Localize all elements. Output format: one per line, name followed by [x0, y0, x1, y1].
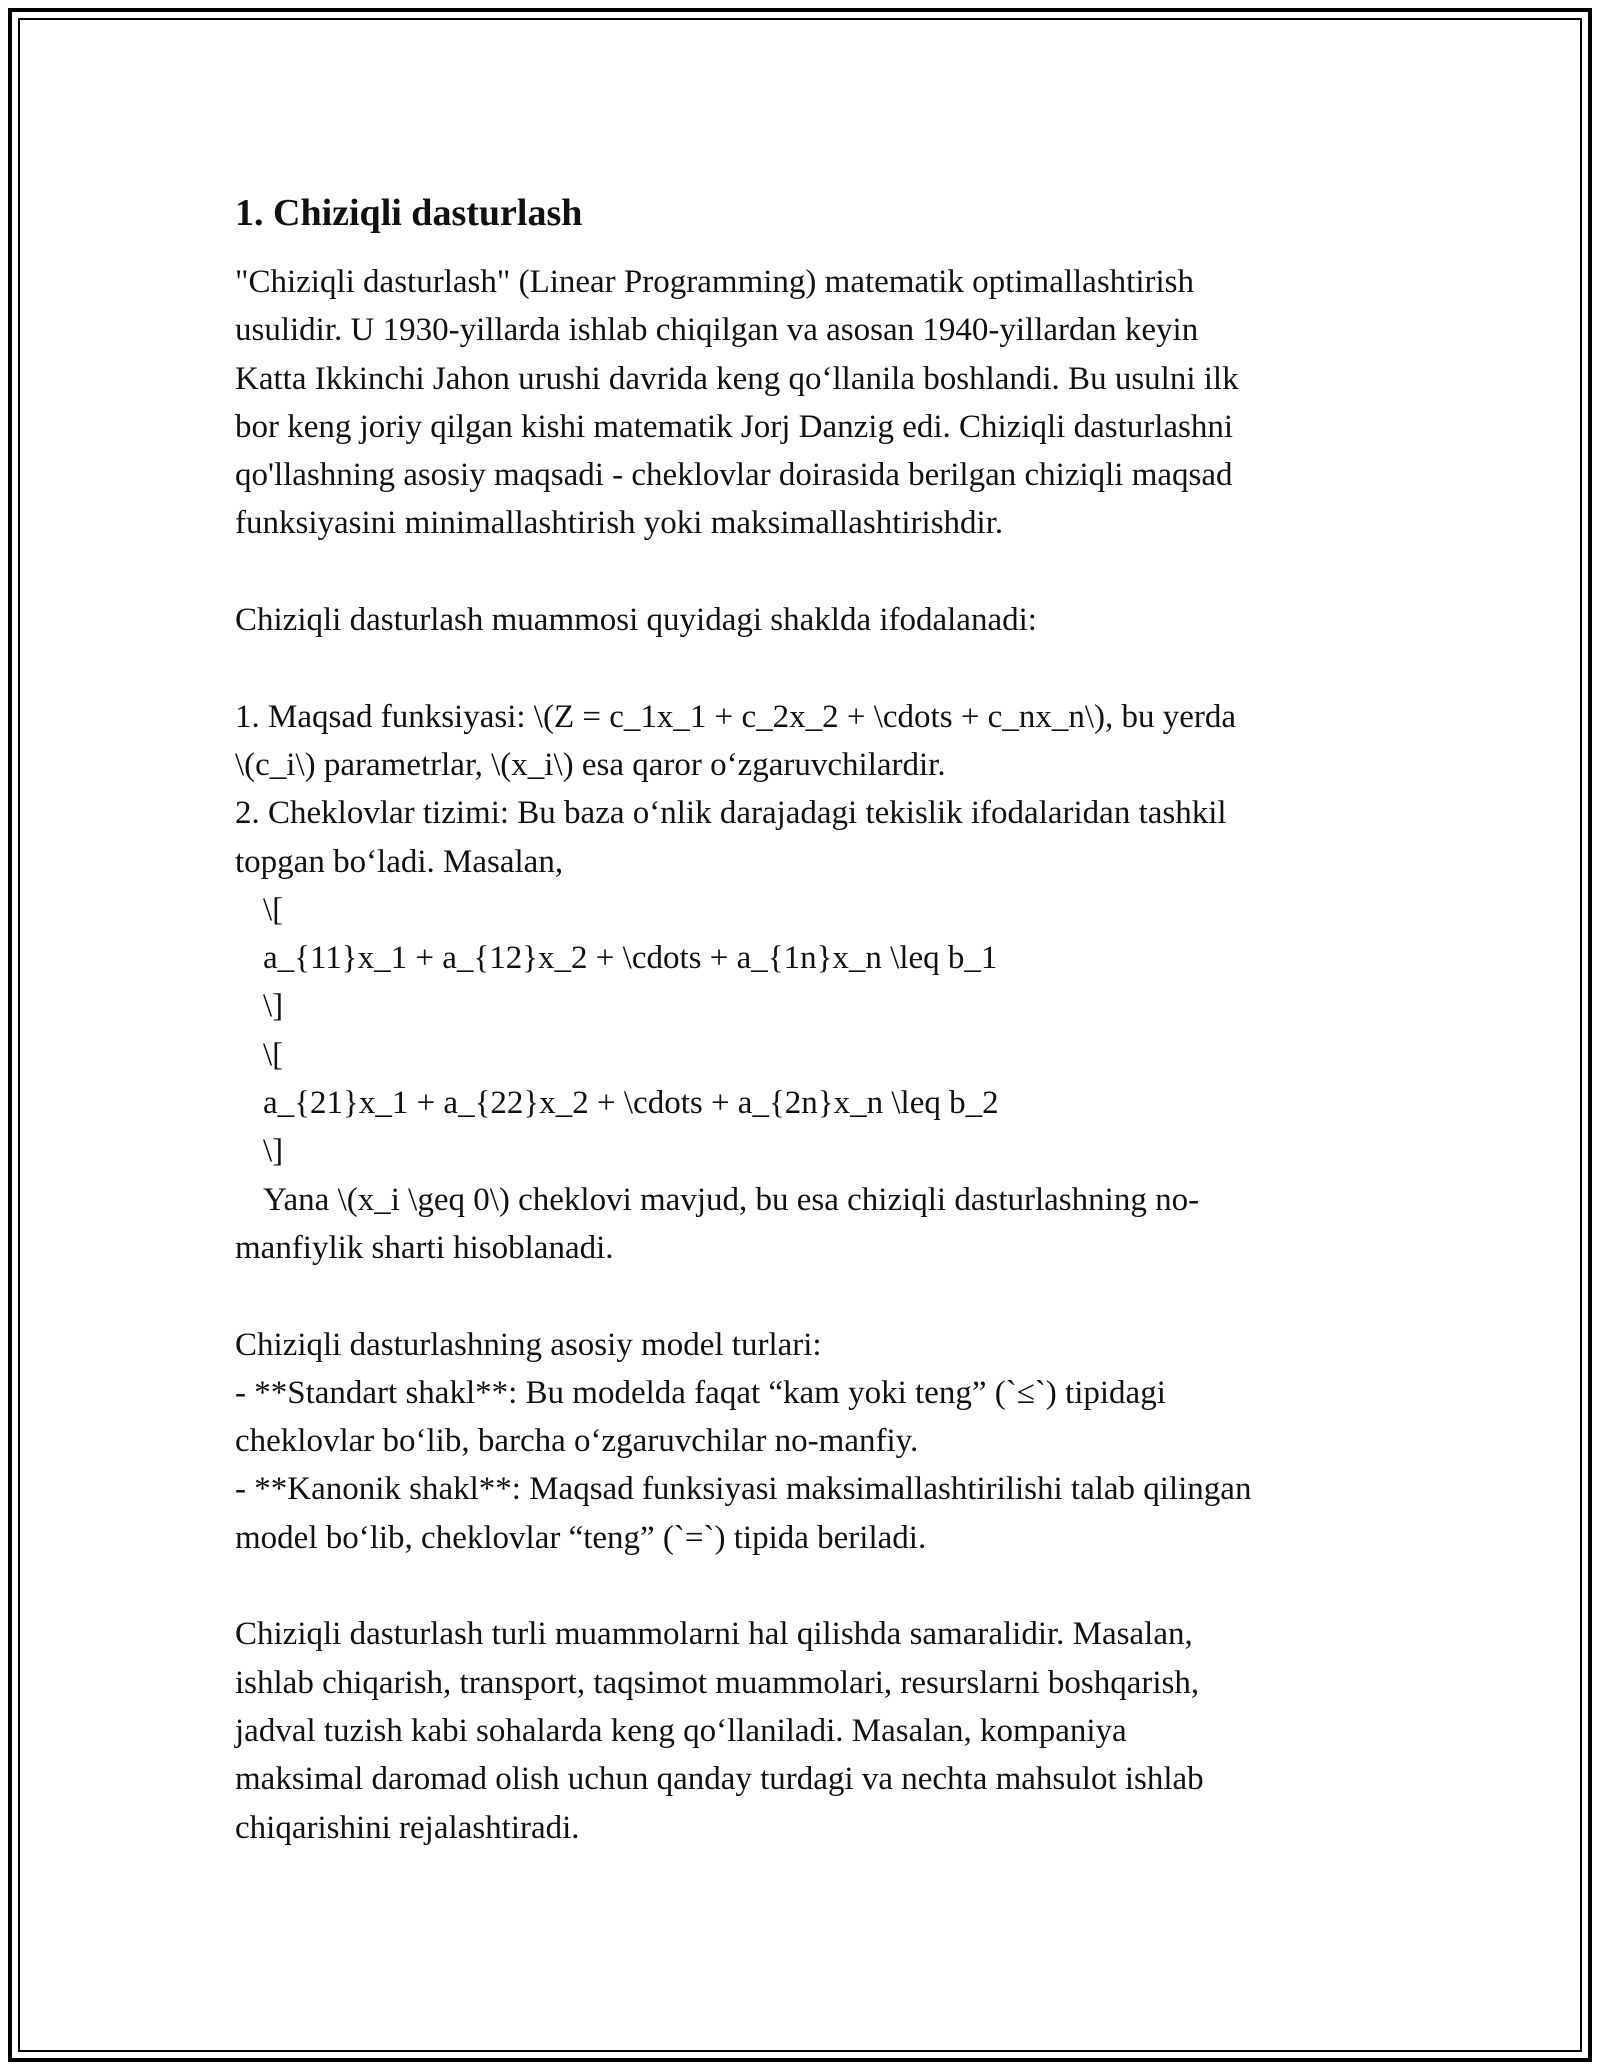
- text-line: \]: [263, 988, 284, 1025]
- text-line: Katta Ikkinchi Jahon urushi davrida keng qo‘llanila boshlandi. Bu usulni ilk: [235, 360, 1239, 397]
- text-line: funksiyasini minimallashtirish yoki maksimallashtirishdir.: [235, 505, 1004, 542]
- document-body: [235, 188, 1375, 1852]
- text-lines: [235, 258, 1375, 1852]
- text-line: Yana \(x_i \geq 0\) cheklovi mavjud, bu esa chiziqli dasturlashning no-: [263, 1181, 1200, 1218]
- text-line: \(c_i\) parametrlar, \(x_i\) esa qaror o‘zgaruvchilardir.: [235, 746, 946, 783]
- text-line: topgan bo‘ladi. Masalan,: [235, 843, 564, 880]
- text-line: - **Kanonik shakl**: Maqsad funksiyasi maksimallashtirilishi talab qilingan: [235, 1471, 1252, 1508]
- text-line: - **Standart shakl**: Bu modelda faqat “kam yoki teng” (`≤`) tipidagi: [235, 1374, 1166, 1411]
- text-line: cheklovlar bo‘lib, barcha o‘zgaruvchilar no-manfiy.: [235, 1423, 919, 1460]
- blank-line: [235, 548, 1375, 596]
- text-line: manfiylik sharti hisoblanadi.: [235, 1229, 614, 1266]
- text-line: bor keng joriy qilgan kishi matematik Jorj Danzig edi. Chiziqli dasturlashni: [235, 408, 1234, 445]
- text-line: usulidir. U 1930-yillarda ishlab chiqilgan va asosan 1940-yillardan keyin: [235, 312, 1199, 349]
- text-line: ishlab chiqarish, transport, taqsimot muammolari, resurslarni boshqarish,: [235, 1664, 1200, 1701]
- text-line: "Chiziqli dasturlash" (Linear Programming) matematik optimallashtirish: [235, 264, 1194, 300]
- text-line: \[: [263, 891, 284, 928]
- text-line: maksimal daromad olish uchun qanday turdagi va nechta mahsulot ishlab: [235, 1761, 1204, 1798]
- text-line: \]: [263, 1133, 284, 1170]
- text-line: a_{11}x_1 + a_{12}x_2 + \cdots + a_{1n}x_n \leq b_1: [263, 940, 998, 977]
- text-line: qo'llashning asosiy maqsadi - cheklovlar doirasida berilgan chiziqli maqsad: [235, 457, 1233, 494]
- text-line: model bo‘lib, cheklovlar “teng” (`=`) tipida beriladi.: [235, 1519, 927, 1556]
- text-line: Chiziqli dasturlashning asosiy model turlari:: [235, 1326, 822, 1363]
- text-line: 1. Maqsad funksiyasi: \(Z = c_1x_1 + c_2x_2 + \cdots + c_nx_n\), bu yerda: [235, 698, 1237, 735]
- text-line: Chiziqli dasturlash muammosi quyidagi shaklda ifodalanadi:: [235, 602, 1037, 639]
- text-line: Chiziqli dasturlash turli muammolarni hal qilishda samaralidir. Masalan,: [235, 1616, 1193, 1653]
- section-heading: 1. Chiziqli dasturlash: [235, 192, 583, 234]
- blank-line: [235, 1272, 1375, 1320]
- text-line: \[: [263, 1036, 284, 1073]
- blank-line: [235, 644, 1375, 692]
- text-line: jadval tuzish kabi sohalarda keng qo‘llaniladi. Masalan, kompaniya: [235, 1712, 1127, 1749]
- text-line: chiqarishini rejalashtiradi.: [235, 1809, 580, 1846]
- blank-line: [235, 1562, 1375, 1610]
- text-line: 2. Cheklovlar tizimi: Bu baza o‘nlik darajadagi tekislik ifodalaridan tashkil: [235, 795, 1227, 832]
- text-line: a_{21}x_1 + a_{22}x_2 + \cdots + a_{2n}x_n \leq b_2: [263, 1085, 999, 1122]
